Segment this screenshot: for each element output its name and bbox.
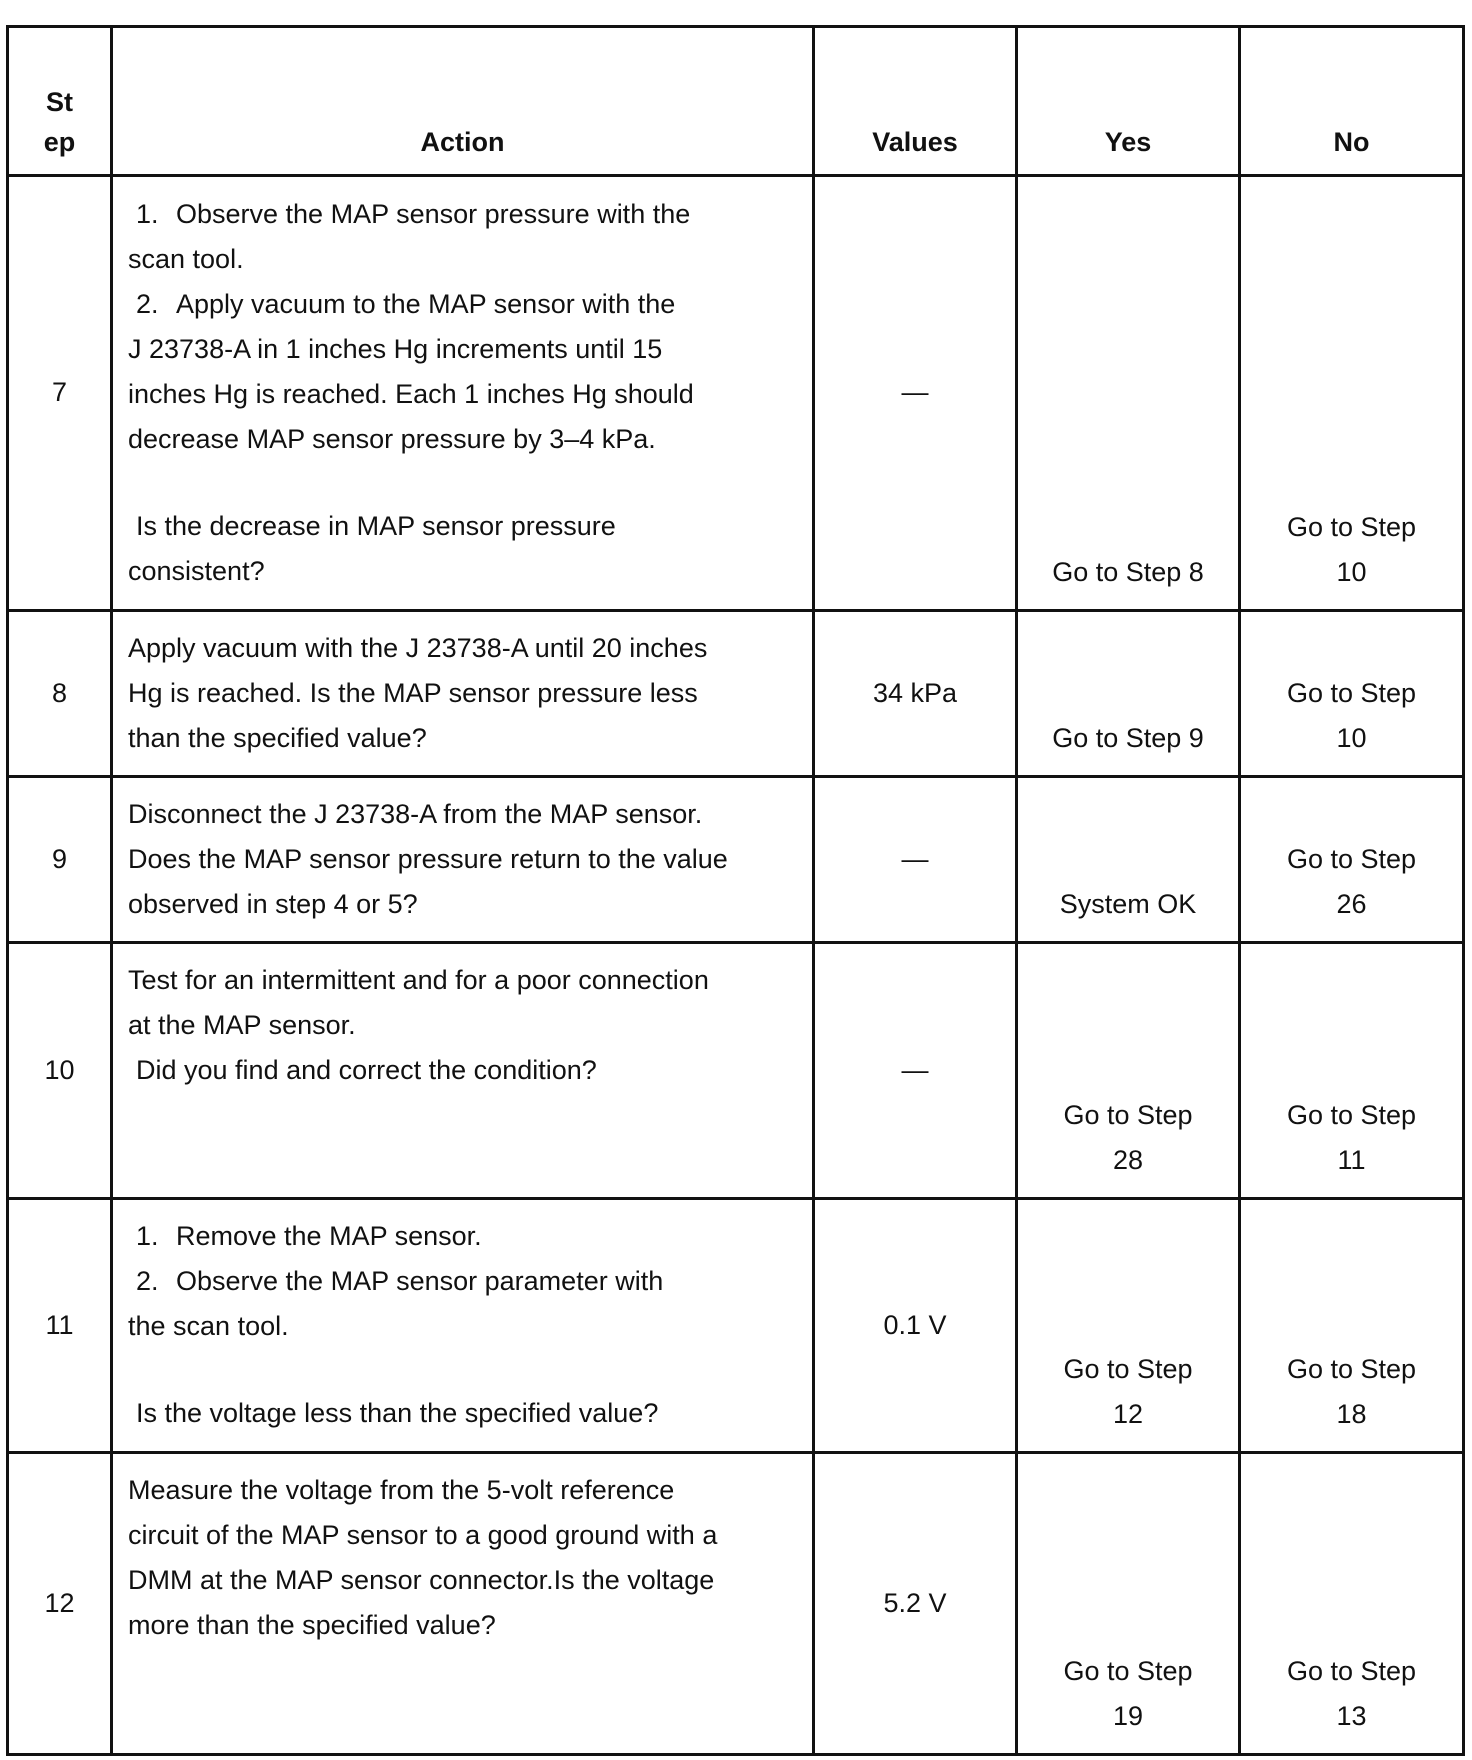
action-text: Apply vacuum to the MAP sensor with the <box>176 288 676 319</box>
item-number: 1. <box>136 1221 159 1252</box>
step-number: 8 <box>8 610 112 776</box>
action-text: Does the MAP sensor pressure return to the value <box>128 843 728 874</box>
table-row <box>8 176 1464 611</box>
action-cell <box>112 1199 814 1452</box>
question-text: Is the decrease in MAP sensor pressure <box>136 510 616 541</box>
value-cell: — <box>814 176 1017 611</box>
step-number: 9 <box>8 776 112 942</box>
yes-text: Go to Step 8 <box>1052 556 1204 587</box>
action-text: Measure the voltage from the 5-volt reference <box>128 1474 675 1505</box>
header-step-line1: St <box>46 87 73 117</box>
yes-step-number: 19 <box>1112 1701 1144 1731</box>
no-cell <box>1240 610 1464 776</box>
yes-cell <box>1017 610 1240 776</box>
yes-text: Go to Step <box>1063 1100 1193 1131</box>
action-cell <box>112 1452 814 1754</box>
table-row <box>8 942 1464 1198</box>
no-text: Go to Step <box>1286 1656 1417 1686</box>
no-text: Go to Step <box>1286 511 1417 542</box>
yes-cell <box>1017 776 1240 942</box>
yes-cell <box>1017 1452 1240 1754</box>
action-text: Remove the MAP sensor. <box>176 1221 482 1252</box>
value-cell: — <box>814 942 1017 1198</box>
yes-text: System OK <box>1059 888 1197 919</box>
no-text: Go to Step <box>1286 843 1417 874</box>
action-text: observed in step 4 or 5? <box>128 888 418 919</box>
table-row <box>8 1199 1464 1452</box>
header-step-line2: ep <box>43 127 76 157</box>
action-text: than the specified value? <box>128 722 427 753</box>
step-number: 11 <box>8 1199 112 1452</box>
yes-text: Go to Step 9 <box>1052 722 1204 753</box>
action-text: Disconnect the J 23738-A from the MAP sensor. <box>128 798 703 829</box>
action-text: inches Hg is reached. Each 1 inches Hg should <box>128 378 694 409</box>
action-cell <box>112 776 814 942</box>
yes-text: Go to Step <box>1063 1353 1193 1384</box>
no-step-number: 10 <box>1336 722 1367 753</box>
header-step <box>8 27 112 176</box>
no-cell <box>1240 1199 1464 1452</box>
question-text: consistent? <box>128 555 265 586</box>
action-text: DMM at the MAP sensor connector.Is the voltage <box>128 1564 715 1595</box>
diagnostic-table <box>6 25 1465 1756</box>
yes-step-number: 28 <box>1112 1145 1144 1176</box>
action-text: circuit of the MAP sensor to a good ground with a <box>128 1519 718 1550</box>
action-cell <box>112 176 814 611</box>
table-row <box>8 776 1464 942</box>
step-number: 10 <box>8 942 112 1198</box>
no-step-number: 18 <box>1336 1398 1367 1429</box>
header-row <box>8 27 1464 176</box>
action-text: Apply vacuum with the J 23738-A until 20 inches <box>128 632 708 663</box>
table-row <box>8 1452 1464 1754</box>
action-text: more than the specified value? <box>128 1609 496 1640</box>
question-text: Did you find and correct the condition? <box>136 1054 597 1085</box>
header-yes: Yes <box>1017 27 1240 176</box>
yes-text: Go to Step <box>1063 1656 1193 1686</box>
action-text: decrease MAP sensor pressure by 3–4 kPa. <box>128 423 656 454</box>
action-text: Observe the MAP sensor parameter with <box>176 1266 664 1297</box>
header-action: Action <box>112 27 814 176</box>
step-number: 12 <box>8 1452 112 1754</box>
no-cell <box>1240 942 1464 1198</box>
item-number: 2. <box>136 1266 159 1297</box>
value-cell: — <box>814 776 1017 942</box>
value-cell: 34 kPa <box>814 610 1017 776</box>
no-cell <box>1240 176 1464 611</box>
no-text: Go to Step <box>1286 1353 1417 1384</box>
action-cell <box>112 610 814 776</box>
value-cell: 5.2 V <box>814 1452 1017 1754</box>
yes-cell <box>1017 1199 1240 1452</box>
action-text: at the MAP sensor. <box>128 1009 356 1040</box>
no-step-number: 26 <box>1336 888 1367 919</box>
yes-step-number: 12 <box>1112 1398 1144 1429</box>
item-number: 1. <box>136 198 159 229</box>
action-text: the scan tool. <box>128 1311 289 1342</box>
action-text: J 23738-A in 1 inches Hg increments until 15 <box>128 333 663 364</box>
no-step-number: 10 <box>1336 556 1367 587</box>
question-text: Is the voltage less than the specified value? <box>136 1398 659 1429</box>
header-values: Values <box>814 27 1017 176</box>
step-number: 7 <box>8 176 112 611</box>
table-row <box>8 610 1464 776</box>
no-cell <box>1240 1452 1464 1754</box>
no-step-number: 11 <box>1337 1145 1366 1176</box>
header-no: No <box>1240 27 1464 176</box>
action-cell <box>112 942 814 1198</box>
yes-cell <box>1017 176 1240 611</box>
action-text: Observe the MAP sensor pressure with the <box>176 198 691 229</box>
no-text: Go to Step <box>1286 677 1417 708</box>
no-cell <box>1240 776 1464 942</box>
no-text: Go to Step <box>1286 1100 1417 1131</box>
action-text: Test for an intermittent and for a poor connection <box>128 964 709 995</box>
item-number: 2. <box>136 288 159 319</box>
no-step-number: 13 <box>1336 1701 1367 1731</box>
value-cell: 0.1 V <box>814 1199 1017 1452</box>
action-text: Hg is reached. Is the MAP sensor pressure less <box>128 677 698 708</box>
yes-cell <box>1017 942 1240 1198</box>
action-text: scan tool. <box>128 243 244 274</box>
